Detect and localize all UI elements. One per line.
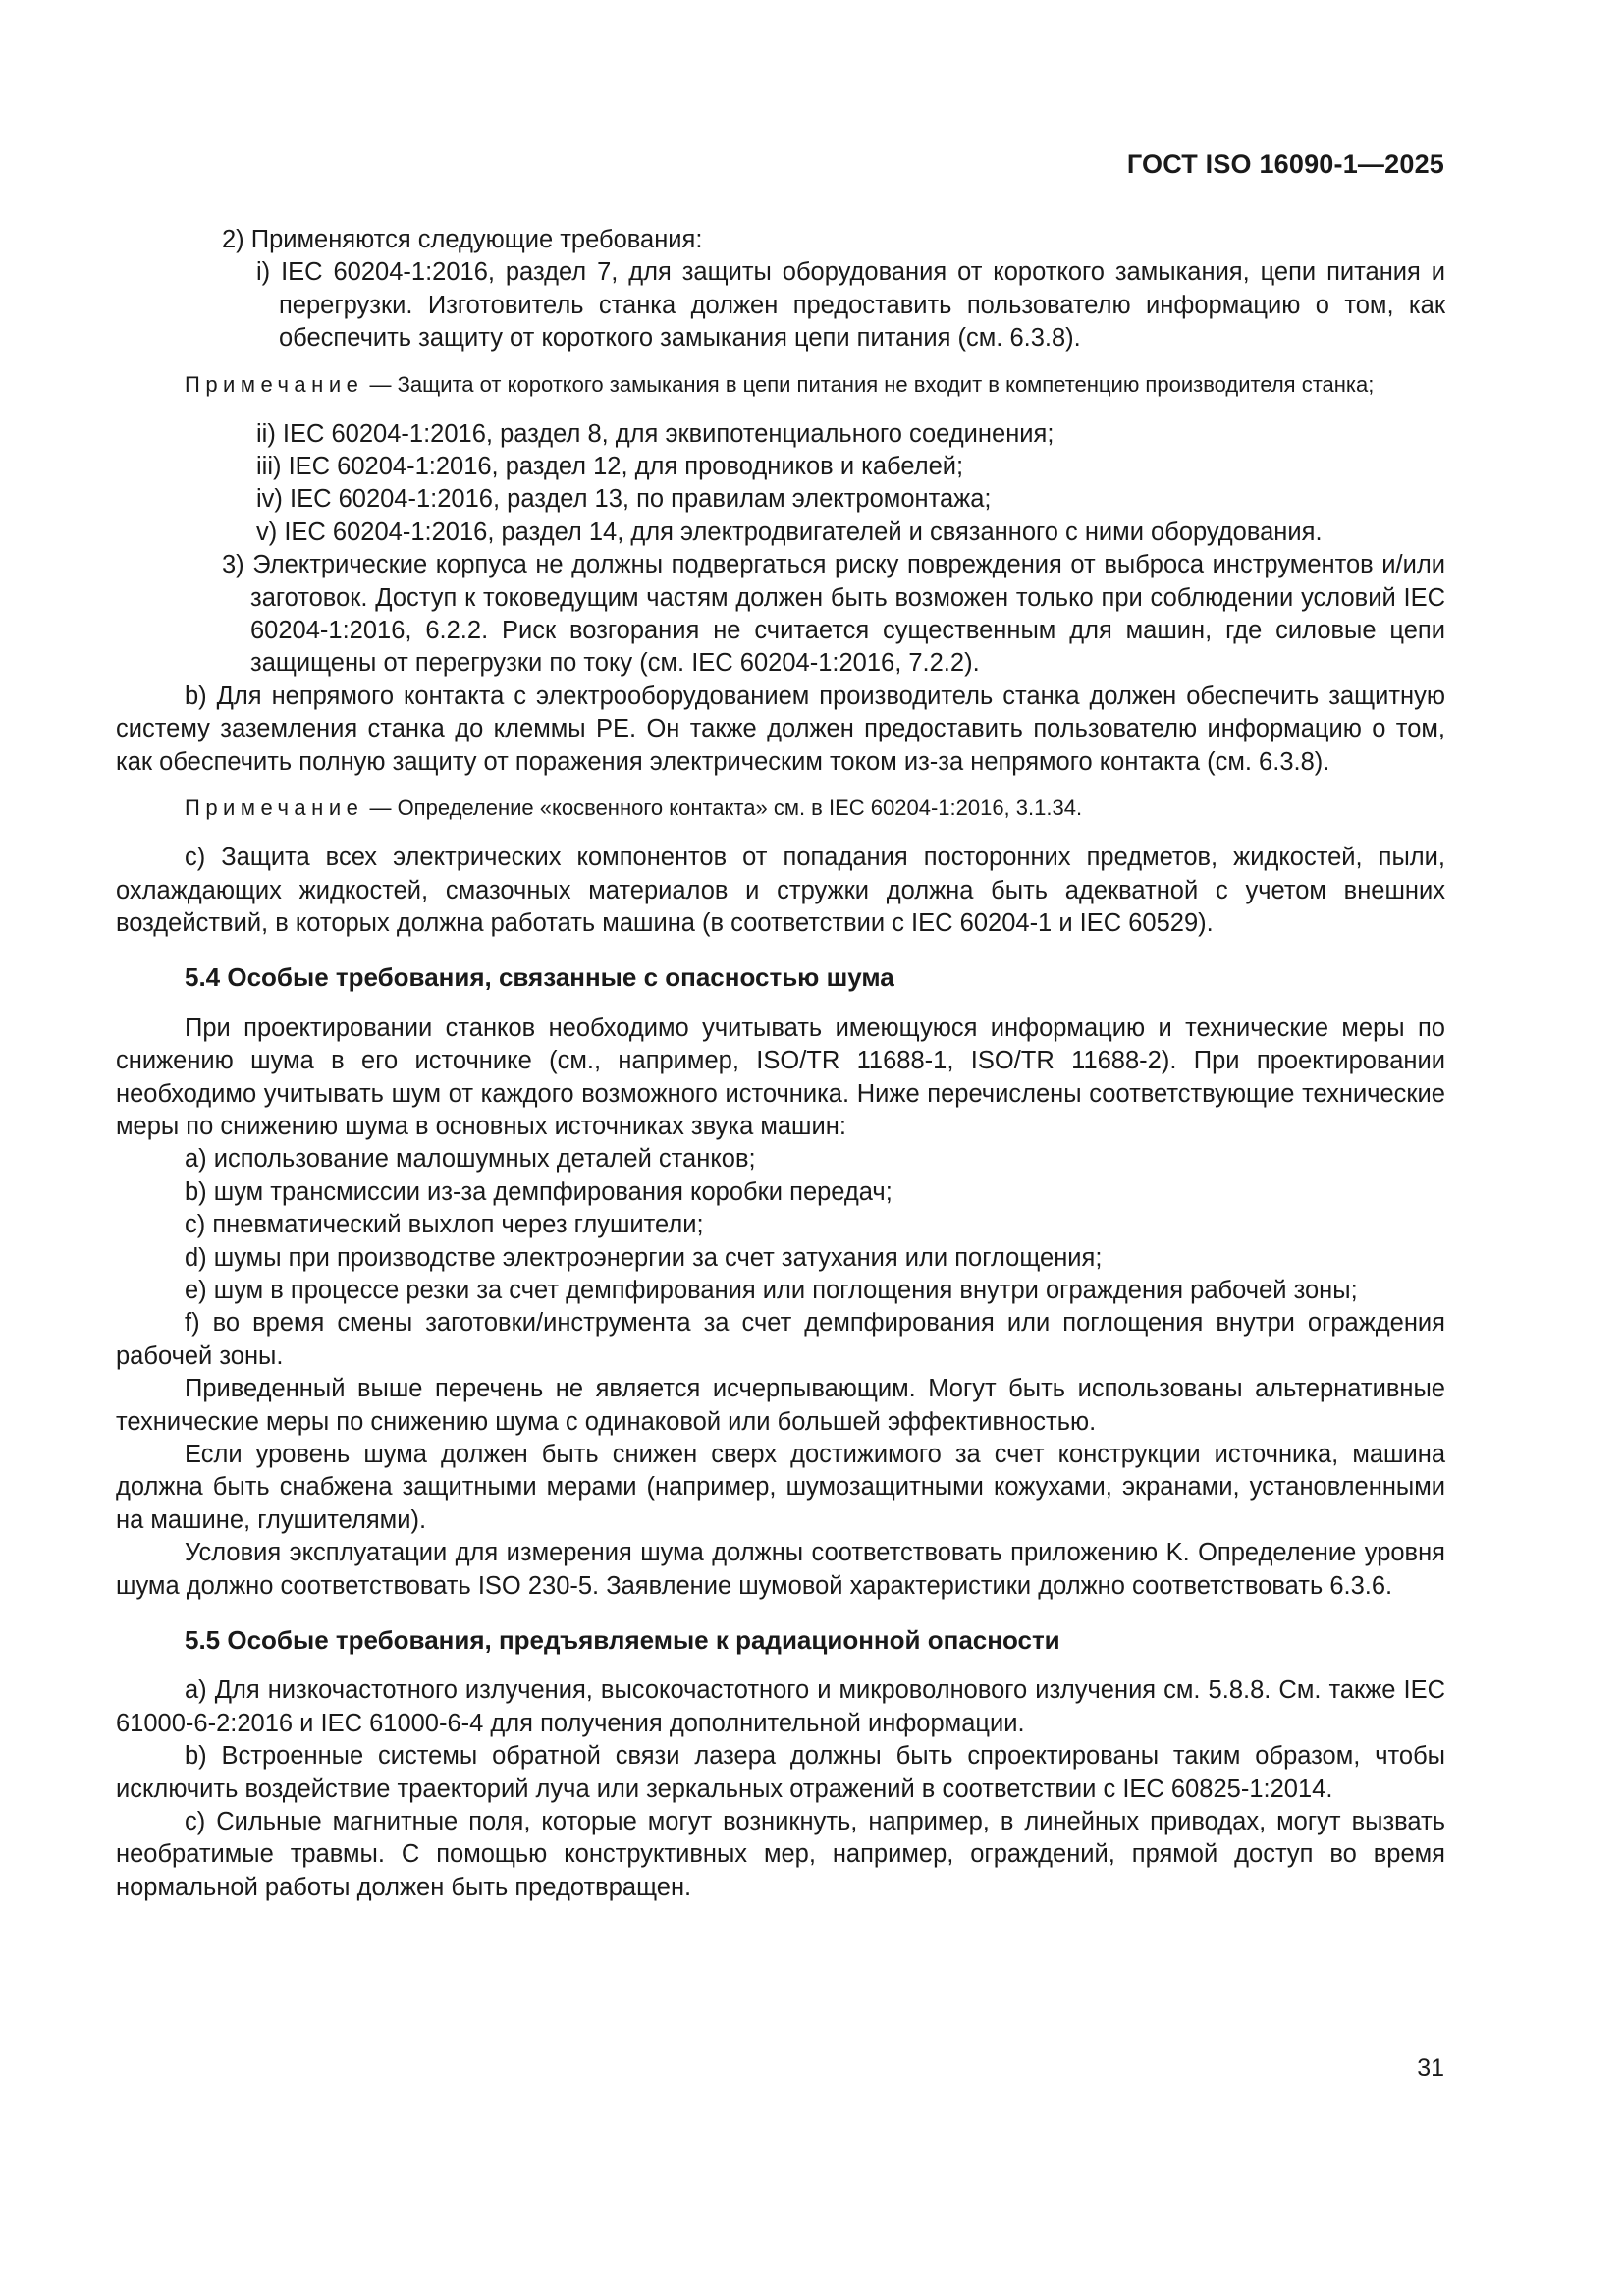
list-item-b: b) Для непрямого контакта с электрооборудованием производитель станка должен обеспечить защитную систему заземления станка до клеммы PE. Он также должен предоставить пользователю информацию о том, как обеспечить полную защиту от поражения электрическим током из-за непрямого контакта (см. 6.3.8). xyxy=(116,682,1445,776)
section-heading-5-4: 5.4 Особые требования, связанные с опасностью шума xyxy=(185,962,894,993)
document-header-id: ГОСТ ISO 16090-1—2025 xyxy=(1126,149,1444,179)
noise-item-f: f) во время смены заготовки/инструмента за счет демпфирования или поглощения внутри ограждения рабочей зоны. xyxy=(116,1309,1445,1370)
noise-item-d: d) шумы при производстве электроэнергии за счет затухания или поглощения; xyxy=(185,1243,1103,1272)
section-5-4-para-1: Приведенный выше перечень не является исчерпывающим. Могут быть использованы альтернативные технические меры по снижению шума с одинаковой или большей эффективностью. xyxy=(116,1375,1445,1436)
noise-item-b: b) шум трансмиссии из-за демпфирования коробки передач; xyxy=(185,1177,893,1206)
note-1 xyxy=(116,369,1445,401)
note-2 xyxy=(116,793,1445,824)
noise-item-e: e) шум в процессе резки за счет демпфирования или поглощения внутри ограждения рабочей зоны; xyxy=(185,1276,1358,1304)
page-number: 31 xyxy=(1417,2054,1444,2082)
note-text: — Определение «косвенного контакта» см. в IEC 60204-1:2016, 3.1.34. xyxy=(363,795,1083,821)
list-item-v: v) IEC 60204-1:2016, раздел 14, для электродвигателей и связанного с ними оборудования. xyxy=(256,518,1323,546)
section-5-4-para-2: Если уровень шума должен быть снижен сверх достижимого за счет конструкции источника, машина должна быть снабжена защитными мерами (например, шумозащитными кожухами, экранами, установленными на машине, глушителями). xyxy=(116,1441,1445,1534)
section-5-4-intro: При проектировании станков необходимо учитывать имеющуюся информацию и технические меры по снижению шума в его источнике (см., например, ISO/TR 11688-1, ISO/TR 11688-2). При проектировании необходимо учитывать шум от каждого возможного источника. Ниже перечислены соответствующие технические меры по снижению шума в основных источниках звука машин: xyxy=(116,1013,1445,1140)
radiation-item-a: a) Для низкочастотного излучения, высокочастотного и микроволнового излучения см. 5.8.8. См. также IEC 61000-6-2:2016 и IEC 61000-6-4 для получения дополнительной информации. xyxy=(116,1676,1445,1737)
list-item-2: 2) Применяются следующие требования: xyxy=(222,226,703,253)
noise-item-c: c) пневматический выхлоп через глушители; xyxy=(185,1211,704,1239)
section-5-4-para-3: Условия эксплуатации для измерения шума должны соответствовать приложению K. Определение уровня шума должно соответствовать ISO 230-5. Заявление шумовой характеристики должно соответствовать 6.3.6. xyxy=(116,1539,1445,1600)
list-item-ii: ii) IEC 60204-1:2016, раздел 8, для эквипотенциального соединения; xyxy=(256,419,1055,448)
list-item-c: c) Защита всех электрических компонентов от попадания посторонних предметов, жидкостей, пыли, охлаждающих жидкостей, смазочных материалов и стружки должна быть адекватной с учетом внешних воздействий, в которых должна работать машина (в соответствии с IEC 60204-1 и IEC 60529). xyxy=(116,844,1445,937)
note-label: Примечание xyxy=(185,795,364,821)
document-body xyxy=(116,224,1445,1904)
list-item-i: i) IEC 60204-1:2016, раздел 7, для защиты оборудования от короткого замыкания, цепи питания и перегрузки. Изготовитель станка должен предоставить пользователю информацию о том, как обеспечить защиту от короткого замыкания цепи питания (см. 6.3.8). xyxy=(256,258,1445,353)
radiation-item-c: c) Сильные магнитные поля, которые могут возникнуть, например, в линейных приводах, могут вызвать необратимые травмы. С помощью конструктивных мер, например, ограждений, прямой доступ во время нормальной работы должен быть предотвращен. xyxy=(116,1808,1445,1901)
noise-item-a: a) использование малошумных деталей станков; xyxy=(185,1145,756,1174)
note-label: Примечание xyxy=(185,371,364,397)
list-item-iii: iii) IEC 60204-1:2016, раздел 12, для проводников и кабелей; xyxy=(256,453,964,481)
note-text: — Защита от короткого замыкания в цепи питания не входит в компетенцию производителя станка; xyxy=(363,371,1375,397)
section-heading-5-5: 5.5 Особые требования, предъявляемые к радиационной опасности xyxy=(185,1625,1060,1656)
radiation-item-b: b) Встроенные системы обратной связи лазера должны быть спроектированы таким образом, чтобы исключить воздействие траекторий луча или зеркальных отражений в соответствии с IEC 60825-1:2014. xyxy=(116,1742,1445,1803)
list-item-iv: iv) IEC 60204-1:2016, раздел 13, по правилам электромонтажа; xyxy=(256,485,992,514)
list-item-3: 3) Электрические корпуса не должны подвергаться риску повреждения от выброса инструментов и/или заготовок. Доступ к токоведущим частям должен быть возможен только при соблюдении условий IEC 60204-1:2016, 6.2.2. Риск возгорания не считается существенным для машин, где силовые цепи защищены от перегрузки по току (см. IEC 60204-1:2016, 7.2.2). xyxy=(222,551,1445,678)
